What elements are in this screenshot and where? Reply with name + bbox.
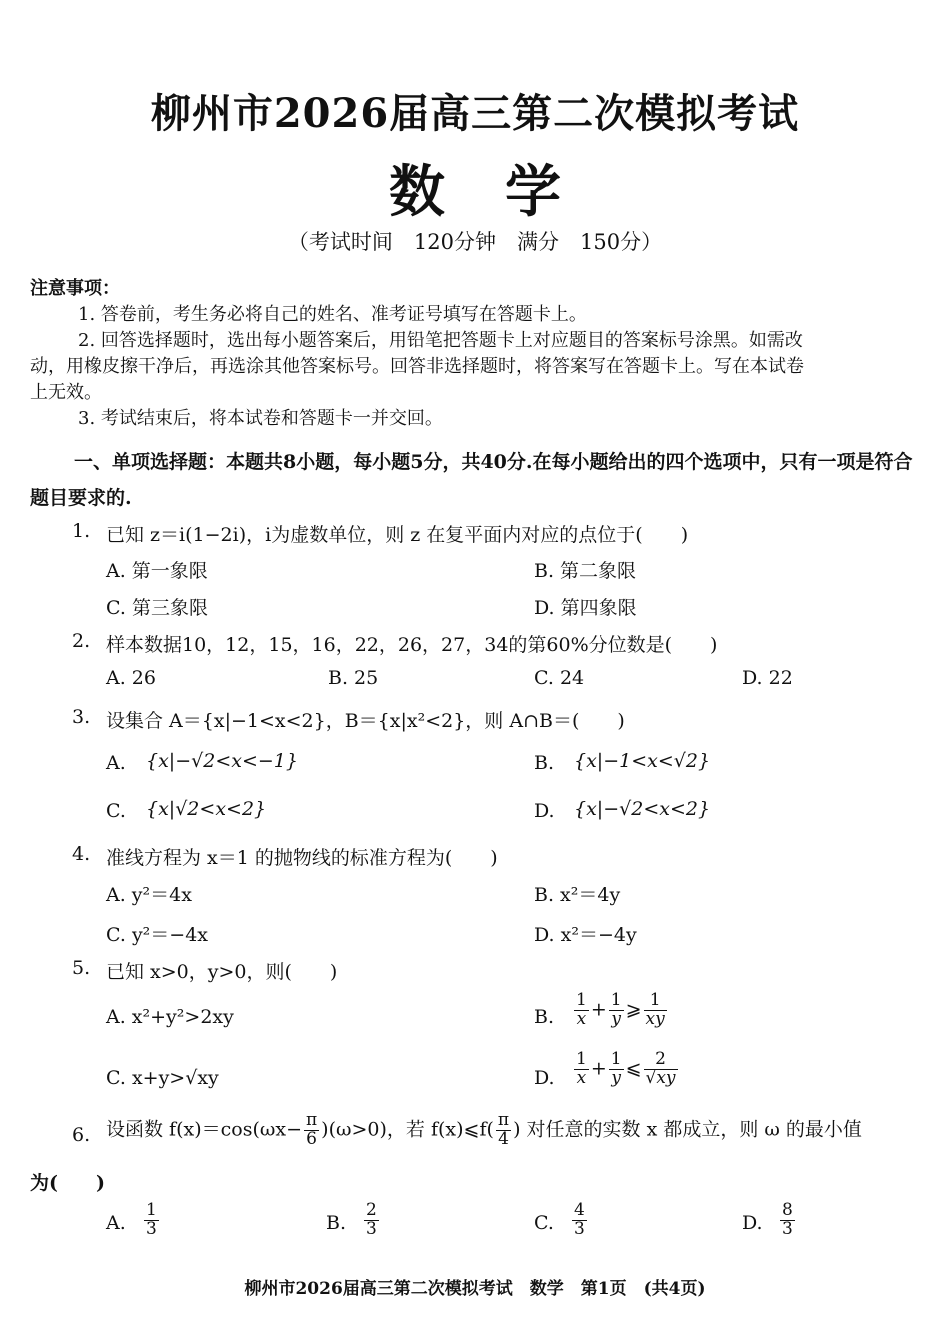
note-2: 2. 回答选择题时，选出每小题答案后，用铅笔把答题卡上对应题目的答案标号涂黑。如需改	[78, 330, 803, 351]
q1-stem: 已知 z＝i(1−2i)，i为虚数单位，则 z 在复平面内对应的点位于( )	[106, 524, 689, 546]
q4-number: 4.	[72, 843, 91, 865]
q6-stem-part2: )(ω>0)，若 f(x)⩽f(	[321, 1118, 494, 1141]
q3-option-d: {x|−√2<x<2}	[574, 798, 711, 820]
section-heading: 一、单项选择题：本题共8小题，每小题5分，共40分.在每小题给出的四个选项中，只有一项是符合题目要求的.	[30, 451, 913, 509]
q2-stem: 样本数据10，12，15，16，22，26，27，34的第60%分位数是( )	[106, 634, 718, 656]
q6-pi-over-4: $\frac{\pi}{4}$	[497, 1110, 510, 1149]
q5-b-plus: +	[590, 998, 607, 1021]
q3-option-c: {x|√2<x<2}	[146, 798, 267, 820]
note-2-cont: 动，用橡皮擦干净后，再选涂其他答案标号。回答非选择题时，将答案写在答题卡上。写在本试卷	[30, 356, 804, 377]
q5-d-frac-2: $\frac{1}{y}$	[610, 1049, 622, 1088]
q6-option-d: $\frac{8}{3}$	[782, 1200, 793, 1239]
q6-option-c: $\frac{4}{3}$	[574, 1200, 585, 1239]
q5-b-frac-2: $\frac{1}{y}$	[610, 990, 622, 1029]
q1-option-b: B. 第二象限	[534, 560, 637, 582]
q2-option-d: D. 22	[742, 667, 793, 689]
q6-option-b-label: B.	[326, 1212, 347, 1234]
q6-stem-part3: ) 对任意的实数 x 都成立，则 ω 的最小值	[513, 1118, 862, 1141]
q3-option-b-label: B.	[534, 752, 555, 774]
subject-title: 数学	[389, 159, 621, 225]
q5-d-frac-3: $\frac{2}{√xy}$	[645, 1049, 676, 1088]
q6-option-a-label: A.	[106, 1212, 126, 1234]
note-1: 1. 答卷前，考生务必将自己的姓名、准考证号填写在答题卡上。	[78, 304, 587, 325]
q5-b-frac-3: $\frac{1}{xy}$	[645, 990, 665, 1029]
q6-stem	[106, 1112, 862, 1149]
page-footer: 柳州市2026届高三第二次模拟考试 数学 第1页 (共4页)	[244, 1279, 706, 1299]
q5-option-d-expr	[572, 1051, 680, 1088]
exam-info: （考试时间 120分钟 满分 150分）	[287, 230, 663, 254]
q4-option-d: D. x²＝−4y	[534, 924, 637, 946]
q5-d-leq: ⩽	[625, 1057, 642, 1080]
q1-option-d: D. 第四象限	[534, 597, 637, 619]
q5-b-frac-1: $\frac{1}{x}$	[576, 990, 587, 1029]
q2-option-a: A. 26	[106, 667, 156, 689]
q5-option-c: C. x+y>√xy	[106, 1067, 219, 1089]
q1-option-a: A. 第一象限	[106, 560, 208, 582]
q5-number: 5.	[72, 957, 91, 979]
q2-number: 2.	[72, 630, 91, 652]
q1-number: 1.	[72, 520, 91, 542]
q6-option-d-label: D.	[742, 1212, 763, 1234]
q5-option-a: A. x²+y²>2xy	[106, 1006, 234, 1028]
q4-option-a: A. y²＝4x	[106, 884, 192, 906]
q6-number: 6.	[72, 1124, 91, 1146]
q6-option-a: $\frac{1}{3}$	[146, 1200, 157, 1239]
q2-option-b: B. 25	[328, 667, 379, 689]
q6-stem-line2: 为( )	[30, 1172, 105, 1194]
q4-stem: 准线方程为 x＝1 的抛物线的标准方程为( )	[106, 847, 498, 869]
q6-option-b: $\frac{2}{3}$	[366, 1200, 377, 1239]
exam-title: 柳州市2026届高三第二次模拟考试	[150, 90, 800, 137]
q3-option-b: {x|−1<x<√2}	[574, 750, 711, 772]
q5-d-plus: +	[590, 1057, 607, 1080]
q5-option-b-label: B.	[534, 1006, 555, 1028]
q3-number: 3.	[72, 706, 91, 728]
q3-stem: 设集合 A＝{x|−1<x<2}，B＝{x|x²<2}，则 A∩B＝( )	[106, 710, 625, 732]
q6-option-c-label: C.	[534, 1212, 554, 1234]
note-2-end: 上无效。	[30, 382, 102, 403]
q5-d-frac-1: $\frac{1}{x}$	[576, 1049, 587, 1088]
q3-option-d-label: D.	[534, 800, 555, 822]
q3-option-c-label: C.	[106, 800, 126, 822]
q5-stem: 已知 x>0，y>0，则( )	[106, 961, 338, 983]
q5-option-b-expr	[572, 992, 669, 1029]
notes-heading: 注意事项：	[30, 278, 120, 299]
q5-b-geq: ⩾	[625, 998, 642, 1021]
q1-option-c: C. 第三象限	[106, 597, 208, 619]
q2-option-c: C. 24	[534, 667, 585, 689]
q4-option-c: C. y²＝−4x	[106, 924, 209, 946]
q3-option-a: {x|−√2<x<−1}	[146, 750, 298, 772]
q4-option-b: B. x²＝4y	[534, 884, 621, 906]
q6-stem-part1: 设函数 f(x)＝cos(ωx−	[106, 1118, 302, 1141]
q3-option-a-label: A.	[106, 752, 126, 774]
note-3: 3. 考试结束后，将本试卷和答题卡一并交回。	[78, 408, 443, 429]
q6-pi-over-6: $\frac{\pi}{6}$	[305, 1110, 318, 1149]
q5-option-d-label: D.	[534, 1067, 555, 1089]
